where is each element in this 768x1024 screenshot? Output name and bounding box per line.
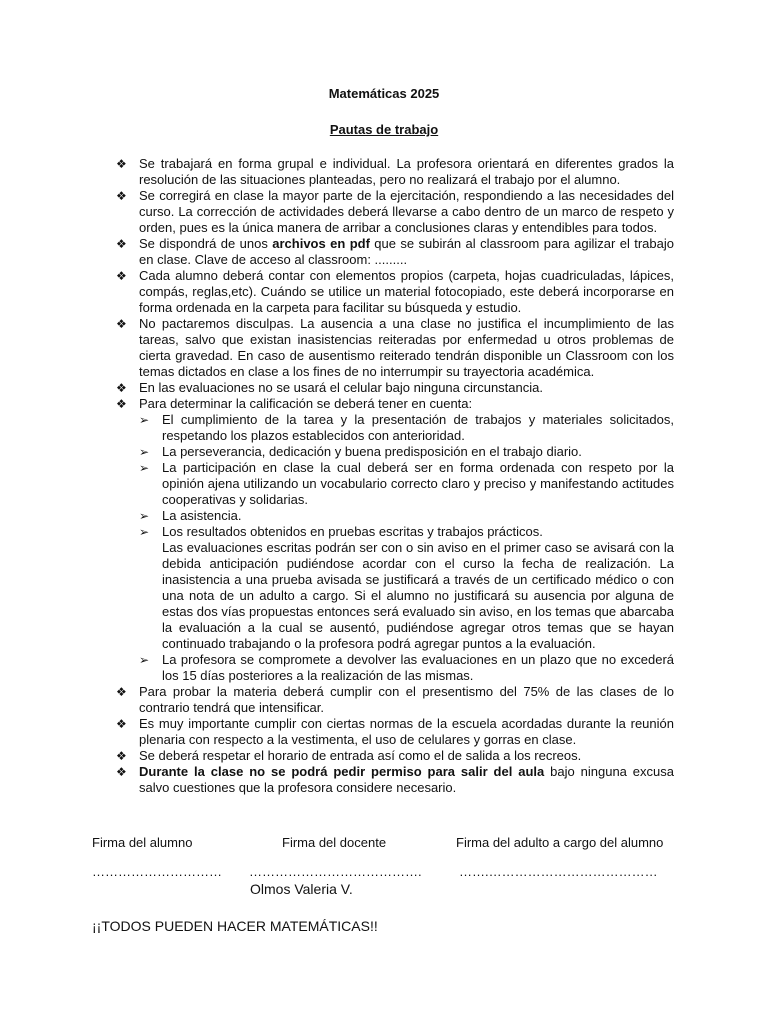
rule-text: Para probar la materia deberá cumplir con el presentismo del 75% de las clases de lo contrario tendrá que intensificar. xyxy=(139,684,674,715)
rule-text: Se trabajará en forma grupal e individual. La profesora orientará en diferentes grados la resolución de las situaciones planteadas, pero no realizará el trabajo por el alumno. xyxy=(139,156,674,187)
diamond-bullet-icon: ❖ xyxy=(116,381,127,395)
sub-rule-text: La perseverancia, dedicación y buena predisposición en el trabajo diario. xyxy=(162,444,582,459)
signature-labels xyxy=(92,835,682,855)
arrow-bullet-icon: ➢ xyxy=(139,413,150,427)
sub-rule-item xyxy=(139,460,674,508)
student-signature-label: Firma del alumno xyxy=(92,835,193,850)
rule-text: Cada alumno deberá contar con elementos propios (carpeta, hojas cuadriculadas, lápices, compás, reglas,etc). Cuándo se utilice un material fotocopiado, este deberá incorporarse en forma ordenada en la carpeta para facilitar su búsqueda y estudio. xyxy=(139,268,674,315)
rule-item xyxy=(116,716,674,748)
rule-text-end: que se subirán al classroom para agilizar el trabajo en clase. Clave de acceso al classroom: ......... xyxy=(139,236,674,267)
rule-text-start: Se dispondrá de unos xyxy=(139,236,273,251)
rule-text-end: bajo ninguna excusa salvo cuestiones que la profesora considere necesario. xyxy=(139,764,674,795)
diamond-bullet-icon: ❖ xyxy=(116,189,127,203)
arrow-bullet-icon: ➢ xyxy=(139,445,150,459)
sub-rule-text: Los resultados obtenidos en pruebas escritas y trabajos prácticos. xyxy=(162,524,543,539)
arrow-bullet-icon: ➢ xyxy=(139,509,150,523)
rule-item xyxy=(116,748,674,764)
document-title: Matemáticas 2025 xyxy=(328,86,440,101)
diamond-bullet-icon: ❖ xyxy=(116,157,127,171)
diamond-bullet-icon: ❖ xyxy=(116,685,127,699)
rule-text: Se deberá respetar el horario de entrada así como el de salida a los recreos. xyxy=(139,748,582,763)
rule-text-bold: Durante la clase no se podrá pedir permiso para salir del aula xyxy=(139,764,545,779)
diamond-bullet-icon: ❖ xyxy=(116,237,127,251)
rule-text: No pactaremos disculpas. La ausencia a una clase no justifica el incumplimiento de las tareas, salvo que existan inasistencias reiteradas por enfermedad u otros problemas de cierta gravedad. En caso de ausentismo reiterado tendrán disponible un Classroom con los temas dictados en clase a los fines de no interrumpir su trayectoria académica. xyxy=(139,316,674,379)
rule-text: Se corregirá en clase la mayor parte de la ejercitación, respondiendo a las necesidades del curso. La corrección de actividades deberá llevarse a cabo dentro de un marco de respeto y orden, pues es la única manera de arribar a conclusiones claras y entendibles para todos. xyxy=(139,188,674,235)
sub-rule-item xyxy=(139,652,674,684)
teacher-signature-label: Firma del docente xyxy=(282,835,387,850)
signature-lines xyxy=(92,864,682,884)
diamond-bullet-icon: ❖ xyxy=(116,749,127,763)
rule-item xyxy=(116,396,674,412)
diamond-bullet-icon: ❖ xyxy=(116,397,127,411)
rule-text: En las evaluaciones no se usará el celular bajo ninguna circunstancia. xyxy=(139,380,543,395)
diamond-bullet-icon: ❖ xyxy=(116,717,127,731)
rule-item xyxy=(116,188,674,236)
student-signature-line: ………………………… xyxy=(92,864,222,879)
arrow-bullet-icon: ➢ xyxy=(139,525,150,539)
sub-rule-text: El cumplimiento de la tarea y la presentación de trabajos y materiales solicitados, respetando los plazos establecidos con anterioridad. xyxy=(162,412,674,443)
arrow-bullet-icon: ➢ xyxy=(139,653,150,667)
guardian-signature-label: Firma del adulto a cargo del alumno xyxy=(456,835,664,850)
sub-rule-text: La participación en clase la cual deberá ser en forma ordenada con respeto por la opinión ajena utilizando un vocabulario correcto claro y preciso y manifestando actitudes cooperativas y solidarias. xyxy=(162,460,674,507)
sub-rule-item xyxy=(139,524,674,540)
rule-text-bold: archivos en pdf xyxy=(272,236,370,251)
teacher-name: Olmos Valeria V. xyxy=(250,881,353,897)
sub-rule-item xyxy=(139,412,674,444)
arrow-bullet-icon: ➢ xyxy=(139,461,150,475)
sub-rule-item xyxy=(139,508,674,524)
sub-rule-text: La asistencia. xyxy=(162,508,242,523)
rule-item xyxy=(116,156,674,188)
document-subtitle: Pautas de trabajo xyxy=(329,122,439,137)
evaluation-details: Las evaluaciones escritas podrán ser con o sin aviso en el primer caso se avisará con la debida anticipación pudiéndose acordar con el curso la fecha de realización. La inasistencia a una prueba avisada se justificará a través de un certificado médico o con una nota de un adulto a cargo. Si el alumno no justificará su ausencia por alguna de estas dos vías propuestas entonces será evaluado sin aviso, en los temas que abarcaba la evaluación a la cual se ausentó, pudiéndose agregar otros temas que se hayan continuado trabajando o la profesora podrá agregar puntos a la evaluación. xyxy=(162,540,674,651)
rule-item xyxy=(116,764,674,796)
rule-item xyxy=(116,380,674,396)
sub-rule-item xyxy=(139,444,674,460)
teacher-signature-line: …………………………………. xyxy=(249,864,422,879)
rule-text: Para determinar la calificación se deberá tener en cuenta: xyxy=(139,396,473,411)
rules-list xyxy=(116,156,674,796)
footer-slogan: ¡¡TODOS PUEDEN HACER MATEMÁTICAS!! xyxy=(92,918,378,934)
rule-item xyxy=(116,268,674,316)
diamond-bullet-icon: ❖ xyxy=(116,317,127,331)
diamond-bullet-icon: ❖ xyxy=(116,269,127,283)
rule-item xyxy=(116,236,674,268)
rule-text: Es muy importante cumplir con ciertas normas de la escuela acordadas durante la reunión plenaria con respecto a la vestimenta, el uso de celulares y gorras en clase. xyxy=(139,716,674,747)
rule-item xyxy=(116,684,674,716)
diamond-bullet-icon: ❖ xyxy=(116,765,127,779)
sub-rule-text: La profesora se compromete a devolver las evaluaciones en un plazo que no excederá los 15 días posteriores a la realización de las mismas. xyxy=(162,652,674,683)
rule-item xyxy=(116,316,674,380)
guardian-signature-line: …….………………………………… xyxy=(459,864,658,879)
